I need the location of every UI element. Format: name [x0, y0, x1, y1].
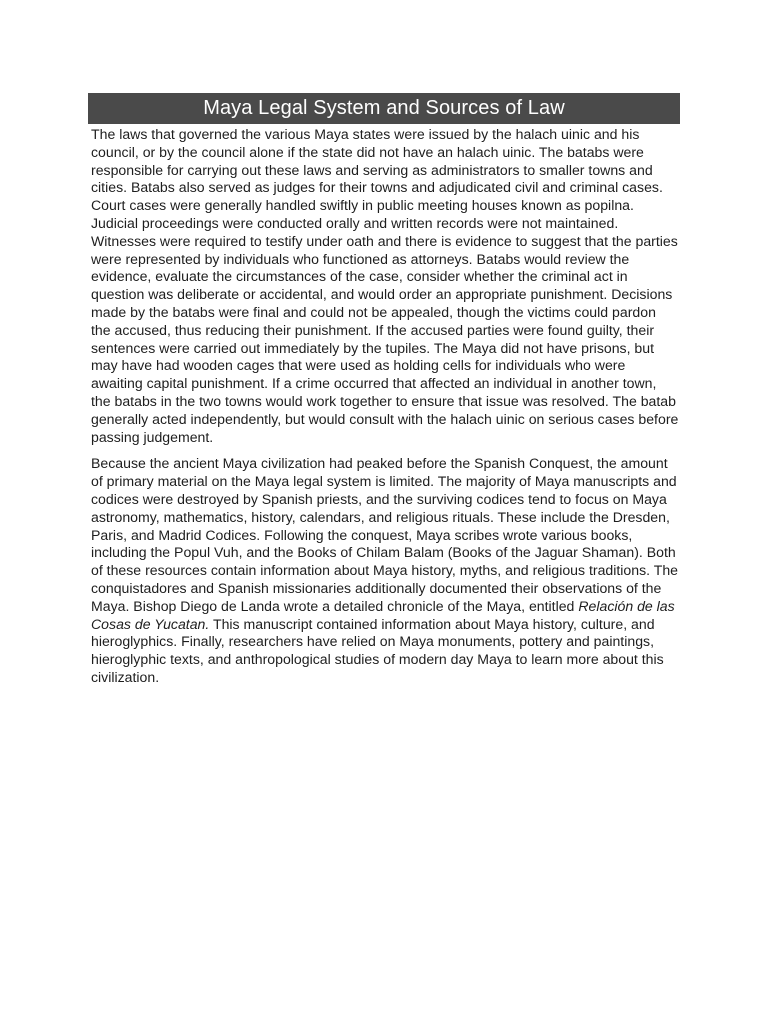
document-body — [88, 124, 680, 687]
paragraph-text-end: This manuscript contained information about Maya history, culture, and hieroglyphics. Finally, researchers have relied on Maya monuments, pottery and paintings, hieroglyphic texts, and anthropological studies of modern day Maya to learn more about this civilization. — [91, 615, 664, 685]
paragraph-sources-of-law — [91, 455, 679, 686]
document-title: Maya Legal System and Sources of Law — [203, 97, 565, 119]
document-page — [88, 93, 680, 696]
book-title: Relación de las Cosas de Yucatan. — [91, 597, 675, 632]
title-bar — [88, 93, 680, 124]
paragraph-text-start: Because the ancient Maya civilization had peaked before the Spanish Conquest, the amount of primary material on the Maya legal system is limited. The majority of Maya manuscripts and codices were destroyed by Spanish priests, and the surviving codices tend to focus on Maya astronomy, mathematics, history, calendars, and religious rituals. These include the Dresden, Paris, and Madrid Codices. Following the conquest, Maya scribes wrote various books, including the Popul Vuh, and the Books of Chilam Balam (Books of the Jaguar Shaman). Both of these resources contain information about Maya history, myths, and religious traditions. The conquistadores and Spanish missionaries additionally documented their observations of the Maya. Bishop Diego de Landa wrote a detailed chronicle of the Maya, entitled — [91, 455, 679, 614]
paragraph-legal-system: The laws that governed the various Maya states were issued by the halach uinic and his council, or by the council alone if the state did not have an halach uinic. The batabs were responsible for carrying out these laws and serving as administrators to smaller towns and cities. Batabs also served as judges for their towns and adjudicated civil and criminal cases. Court cases were generally handled swiftly in public meeting houses known as popilna. Judicial proceedings were conducted orally and written records were not maintained. Witnesses were required to testify under oath and there is evidence to suggest that the parties were represented by individuals who functioned as attorneys. Batabs would review the evidence, evaluate the circumstances of the case, consider whether the criminal act in question was deliberate or accidental, and would order an appropriate punishment. Decisions made by the batabs were final and could not be appealed, though the victims could pardon the accused, thus reducing their punishment. If the accused parties were found guilty, their sentences were carried out immediately by the tupiles. The Maya did not have prisons, but may have had wooden cages that were used as holding cells for individuals who were awaiting capital punishment. If a crime occurred that affected an individual in another town, the batabs in the two towns would work together to ensure that issue was resolved. The batab generally acted independently, but would consult with the halach uinic on serious cases before passing judgement. — [91, 126, 679, 445]
